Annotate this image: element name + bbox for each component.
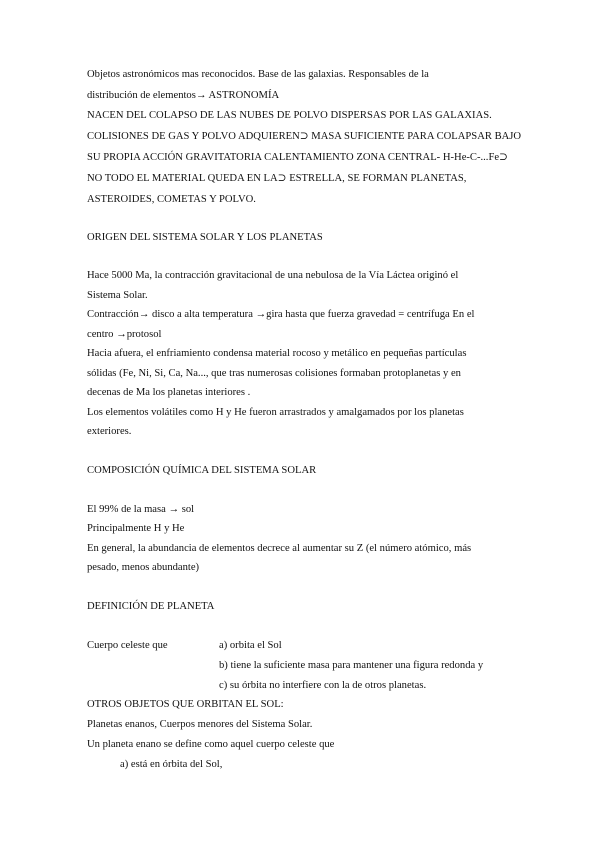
section-heading-composicion: COMPOSICIÓN QUÍMICA DEL SISTEMA SOLAR [87,465,317,476]
section1-line-8: Los elementos volátiles como H y He fueron arrastrados y amalgamados por los planetas [87,407,464,418]
section4-line-2: Un planeta enano se define como aquel cuerpo celeste que [87,739,335,750]
section2-line-2: Principalmente H y He [87,523,185,534]
section1-line-2: Sistema Solar. [87,290,148,301]
section2-line-3: En general, la abundancia de elementos decrece al aumentar su Z (el número atómico, más [87,543,472,554]
section1-line-4: centro →protosol [87,329,162,340]
definition-term: Cuerpo celeste que [87,640,168,651]
section1-line-5: Hacia afuera, el enfriamiento condensa material rocoso y metálico en pequeñas partículas [87,348,467,359]
definition-criterion-a: a) orbita el Sol [219,640,282,651]
intro-line-6: NO TODO EL MATERIAL QUEDA EN LA⊃ ESTRELLA, SE FORMAN PLANETAS, [87,173,467,184]
section1-line-1: Hace 5000 Ma, la contracción gravitacional de una nebulosa de la Vía Láctea originó el [87,270,459,281]
section2-line-1: El 99% de la masa → sol [87,504,195,515]
intro-line-2: distribución de elementos→ ASTRONOMÍA [87,90,280,101]
section-heading-otros-objetos: OTROS OBJETOS QUE ORBITAN EL SOL: [87,699,284,710]
section1-line-3: Contracción→ disco a alta temperatura →gira hasta que fuerza gravedad = centrífuga En el [87,309,475,320]
definition-criterion-b: b) tiene la suficiente masa para mantener una figura redonda y [219,660,484,671]
intro-line-4: COLISIONES DE GAS Y POLVO ADQUIEREN⊃ MASA SUFICIENTE PARA COLAPSAR BAJO [87,131,522,142]
dwarf-criterion-a: a) está en órbita del Sol, [120,759,223,770]
section-heading-origen: ORIGEN DEL SISTEMA SOLAR Y LOS PLANETAS [87,232,323,243]
intro-line-7: ASTEROIDES, COMETAS Y POLVO. [87,194,256,205]
intro-line-1: Objetos astronómicos mas reconocidos. Base de las galaxias. Responsables de la [87,69,429,80]
section1-line-7: decenas de Ma los planetas interiores . [87,387,251,398]
section1-line-6: sólidas (Fe, Ni, Si, Ca, Na..., que tras numerosas colisiones formaban protoplanetas y en [87,368,461,379]
section4-line-1: Planetas enanos, Cuerpos menores del Sistema Solar. [87,719,313,730]
intro-line-5: SU PROPIA ACCIÓN GRAVITATORIA CALENTAMIENTO ZONA CENTRAL- H-He-C-...Fe⊃ [87,152,508,163]
definition-criterion-c: c) su órbita no interfiere con la de otros planetas. [219,680,427,691]
intro-line-3: NACEN DEL COLAPSO DE LAS NUBES DE POLVO DISPERSAS POR LAS GALAXIAS. [87,110,492,121]
section1-line-9: exteriores. [87,426,132,437]
section2-line-4: pesado, menos abundante) [87,562,200,573]
section-heading-definicion: DEFINICIÓN DE PLANETA [87,601,215,612]
